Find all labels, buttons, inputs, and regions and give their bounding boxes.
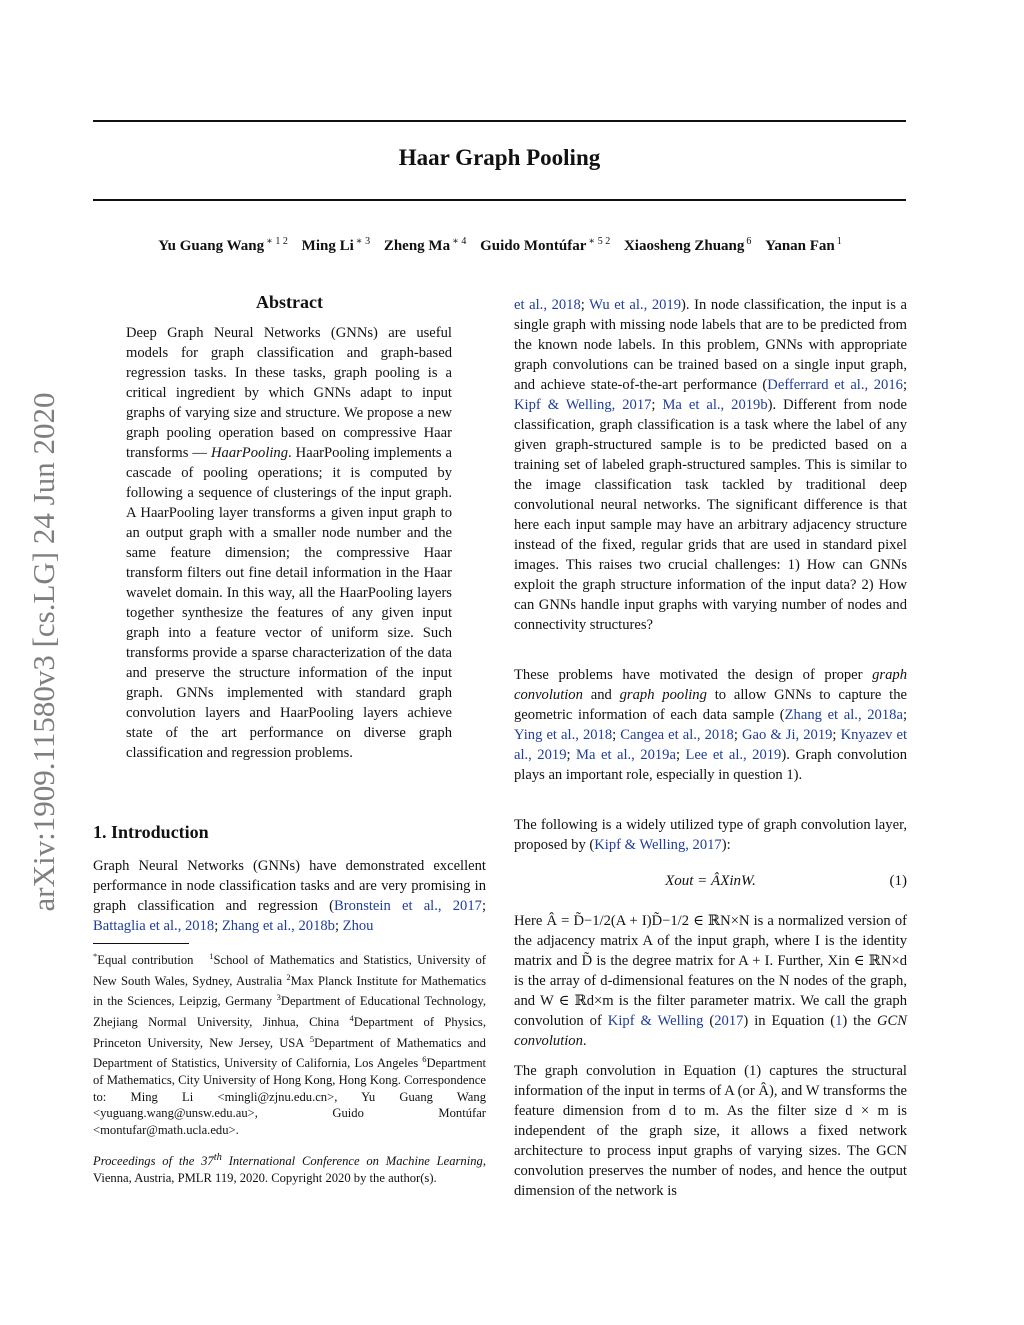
citation-link[interactable]: Zhang et al., 2018a: [784, 707, 903, 723]
author: [480, 238, 610, 254]
citation-link[interactable]: Battaglia et al., 2018: [93, 918, 215, 934]
paper-title: Haar Graph Pooling: [398, 145, 601, 170]
author-affiliation-marks: ∗ 1 2: [266, 236, 288, 247]
citation-link[interactable]: Bronstein et al., 2017: [334, 898, 482, 914]
proceedings-text: International Conference on Machine Learning: [221, 1154, 483, 1169]
author: [158, 238, 288, 254]
arxiv-identifier: arXiv:1909.11580v3 [cs.LG] 24 Jun 2020: [26, 392, 61, 912]
emphasis-text: graph pooling: [619, 687, 707, 703]
citation-link[interactable]: et al., 2018: [514, 297, 581, 313]
footnote-mark: 2: [286, 971, 291, 982]
body-text: to allow GNNs to capture the geometric information of each data sample (: [514, 687, 907, 723]
body-text: ) the: [842, 1013, 877, 1029]
citation-link[interactable]: Gao & Ji, 2019: [741, 727, 833, 743]
abstract-heading: Abstract: [256, 292, 323, 312]
body-text: ). In node classification, the input is a single graph with missing node labels that are to be predicted from the known node labels. In this problem, GNNs with appropriate graph convolutions can be trained based on a single input graph, and achieve state-of-the-art performance (: [514, 297, 907, 393]
body-text: ). Different from node classification, graph classification is a task where the label of any given graph-structured sample is to be predicted based on a training set of labeled graph-structured samples. This is similar to the image classification task tackled by traditional deep convolutional neural networks. The significant difference is that here each input sample may have an arbitrary adjacency structure instead of the fixed, regular grids that are used in standard pixel images. This raises two crucial challenges: 1) How can GNNs exploit the graph structure information of the input data? 2) How can GNNs handle input graphs with varying number of nodes and connectivity structures?: [514, 397, 908, 633]
footnote-text: Max Planck Institute for Mathematics in the Sciences, Leipzig, Germany: [93, 973, 487, 1009]
emphasis-text: GCN convolution: [514, 1013, 907, 1049]
citation-link[interactable]: Lee et al., 2019: [685, 747, 782, 763]
right-column-paragraph-3: [514, 815, 907, 855]
citation-link[interactable]: Ma et al., 2019a: [576, 747, 676, 763]
introduction-paragraph: Graph Neural Networks (GNNs) have demonstrated excellent performance in node classification tasks and are very promising in graph classification and regression (Bronstein et al., 2017; Battaglia et al., 2018; Zhang et al., 2018b; Zhou: [93, 858, 487, 934]
citation-link[interactable]: Defferrard et al., 2016: [767, 377, 903, 393]
citation-link[interactable]: Ma et al., 2019b: [662, 397, 768, 413]
abstract-paragraph: [126, 323, 452, 763]
body-text: These problems have motivated the design of proper: [514, 667, 873, 683]
footnote-text: Department of Mathematics and Department of Statistics, University of California, Los Angeles: [93, 1035, 486, 1071]
footnote-divider: [93, 943, 189, 944]
citation-link[interactable]: Knyazev et al., 2019: [514, 727, 908, 763]
abstract-emphasis: HaarPooling: [211, 445, 289, 461]
author: [384, 238, 467, 254]
author-name: Ming Li: [301, 238, 354, 254]
citation-link[interactable]: Zhang et al., 2018b: [221, 918, 335, 934]
footnote-mark: 4: [349, 1013, 354, 1024]
right-column-paragraph-2: These problems have motivated the design of proper graph convolution and graph pooling to allow GNNs to capture the geometric information of each data sample (Zhang et al., 2018a; Ying et al., 2018; Cangea et al., 2018; Gao & Ji, 2019; Knyazev et al., 2019; Ma et al., 2019a; Lee et al., 2019). Graph convolution plays an important role, especially in question 1).: [514, 667, 908, 783]
citation-link[interactable]: Zhou: [342, 918, 374, 934]
citation-link[interactable]: Wu et al., 2019: [589, 297, 682, 313]
author: [302, 238, 370, 254]
body-text: and: [582, 687, 620, 703]
footnote-text: Equal contribution: [97, 953, 194, 968]
footnote-text: Department of Physics, Princeton University, New Jersey, USA: [93, 1015, 486, 1050]
footnote-text: Department of Educational Technology, Zhejiang Normal University, Jinhua, China: [93, 994, 486, 1030]
footnote-text: Department of Mathematics, City University of Hong Kong, Hong Kong. Correspondence to: Ming Li <mingli@zjnu.edu.cn>, Yu Guang Wang <yuguang.wang@unsw.edu.au>, Guido Montúfar <montufar@math.ucla.edu>.: [93, 1056, 486, 1137]
body-text: Here Â = D̃−1/2(A + I)D̃−1/2 ∈ ℝN×N is a normalized version of the adjacency matrix A of the input graph, where I is the identity matrix and D̃ is the degree matrix for A + I. Further, Xin ∈ ℝN×d is the array of d-dimensional features on the N nodes of the graph, and W ∈ ℝd×m is the filter parameter matrix. We call the graph convolution of: [514, 913, 907, 1029]
introduction-body: [93, 856, 486, 936]
equation-number: (1): [889, 873, 907, 889]
title-bottom-rule: [93, 199, 906, 201]
author: [624, 238, 751, 254]
author-list: [60, 236, 940, 255]
proceedings-text: , Vienna, Austria, PMLR 119, 2020. Copyright 2020 by the author(s).: [93, 1154, 486, 1185]
author-affiliation-marks: ∗ 4: [452, 236, 467, 247]
equation-1: [514, 873, 907, 895]
body-text: ) in Equation (: [743, 1013, 836, 1029]
footnote-mark: *: [93, 951, 98, 961]
author-affiliation-marks: ∗ 5 2: [588, 236, 611, 247]
body-text: ). Graph convolution plays an important role, especially in question 1).: [514, 747, 907, 783]
equation-expression: Xout = ÂXinW.: [665, 873, 756, 889]
citation-link[interactable]: Ying et al., 2018: [514, 727, 613, 743]
section-heading-introduction: 1. Introduction: [93, 822, 209, 842]
footnote-mark: 3: [276, 992, 281, 1003]
body-text: The following is a widely utilized type of graph convolution layer, proposed by (: [514, 817, 907, 853]
body-text: Graph Neural Networks (GNNs) have demonstrated excellent performance in node classification tasks and are very promising in graph classification and regression (: [93, 858, 486, 914]
emphasis-text: graph convolution: [514, 667, 907, 703]
right-column-paragraph-4: [514, 911, 907, 1051]
citation-link[interactable]: Cangea et al., 2018: [620, 727, 734, 743]
body-text: The graph convolution in Equation (1) captures the structural information of the input in terms of A (or Â), and W transforms the feature dimension from d to m. As the filter size d × m is independent of the graph size, it allows a fixed network architecture to process input graphs of varying sizes. The GCN convolution preserves the number of nodes, and hence the output dimension of the network is: [514, 1063, 907, 1199]
body-text: (: [703, 1013, 715, 1029]
abstract-body: [126, 323, 452, 763]
author: [765, 238, 842, 254]
author-affiliation-marks: ∗ 3: [355, 236, 371, 247]
footnote-mark: 1: [209, 951, 214, 961]
body-text: .: [582, 1033, 587, 1049]
citation-link[interactable]: Kipf & Welling, 2017: [594, 837, 722, 853]
author-name: Zheng Ma: [383, 238, 451, 254]
author-name: Yanan Fan: [765, 238, 835, 254]
abstract-text: Deep Graph Neural Networks (GNNs) are useful models for graph classification and graph-based regression tasks. In these tasks, graph pooling is a critical ingredient by which GNNs adapt to input graphs of varying size and structure. We propose a new graph pooling operation based on compressive Haar transforms —: [126, 325, 452, 461]
right-column-paragraph-1: et al., 2018; Wu et al., 2019). In node classification, the input is a single graph with missing node labels that are to be predicted from the known node labels. In this problem, GNNs with appropriate graph convolutions can be trained based on a single input graph, and achieve state-of-the-art performance (Defferrard et al., 2016; Kipf & Welling, 2017; Ma et al., 2019b). Different from node classification, graph classification is a task where the label of any given graph-structured sample is to be predicted based on a training set of labeled graph-structured samples. This is similar to the image classification task tackled by traditional deep convolutional neural networks. The significant difference is that here each input sample may have an arbitrary adjacency structure instead of the fixed, regular grids that are used in standard pixel images. This raises two crucial challenges: 1) How can GNNs exploit the graph structure information of the input data? 2) How can GNNs handle input graphs with varying number of nodes and connectivity structures?: [514, 297, 908, 633]
equation-reference-link[interactable]: 1: [835, 1013, 843, 1029]
abstract-text: . HaarPooling implements a cascade of pooling operations; it is computed by following a sequence of clusterings of the input graph. A HaarPooling layer transforms a given input graph to an output graph with a smaller node number and the same feature dimension; the compressive Haar transform filters out fine detail information in the Haar wavelet domain. In this way, all the HaarPooling layers together synthesize the features of any given input graph into a feature vector of uniform size. Such transforms provide a sparse characterization of the data and preserve the structure information of the input graph. GNNs implemented with standard graph convolution layers and HaarPooling layers achieve state of the art performance on diverse graph classification and regression problems.: [126, 445, 452, 761]
author-name: Xiaosheng Zhuang: [623, 238, 745, 254]
proceedings-text: Proceedings of the: [93, 1154, 202, 1169]
citation-link[interactable]: Kipf & Welling, 2017: [514, 397, 652, 413]
proceedings-note: [93, 1150, 486, 1186]
author-name: Guido Montúfar: [480, 238, 587, 254]
affiliations-footnote: [93, 948, 486, 1138]
citation-link[interactable]: 2017: [714, 1013, 744, 1029]
right-column-paragraph-5: [514, 1061, 907, 1201]
title-top-rule: [93, 120, 906, 122]
citation-link[interactable]: Kipf & Welling: [607, 1013, 704, 1029]
author-affiliation-marks: 1: [836, 236, 842, 247]
proceedings-ordinal-suffix: th: [213, 1152, 222, 1163]
author-name: Yu Guang Wang: [158, 238, 265, 254]
footnote-mark: 6: [422, 1054, 427, 1065]
footnote-mark: 5: [309, 1033, 315, 1044]
author-affiliation-marks: 6: [746, 236, 752, 247]
body-text: ):: [721, 837, 731, 853]
proceedings-ordinal: 37: [201, 1154, 214, 1169]
footnote-text: School of Mathematics and Statistics, University of New South Wales, Sydney, Australia: [93, 953, 486, 988]
